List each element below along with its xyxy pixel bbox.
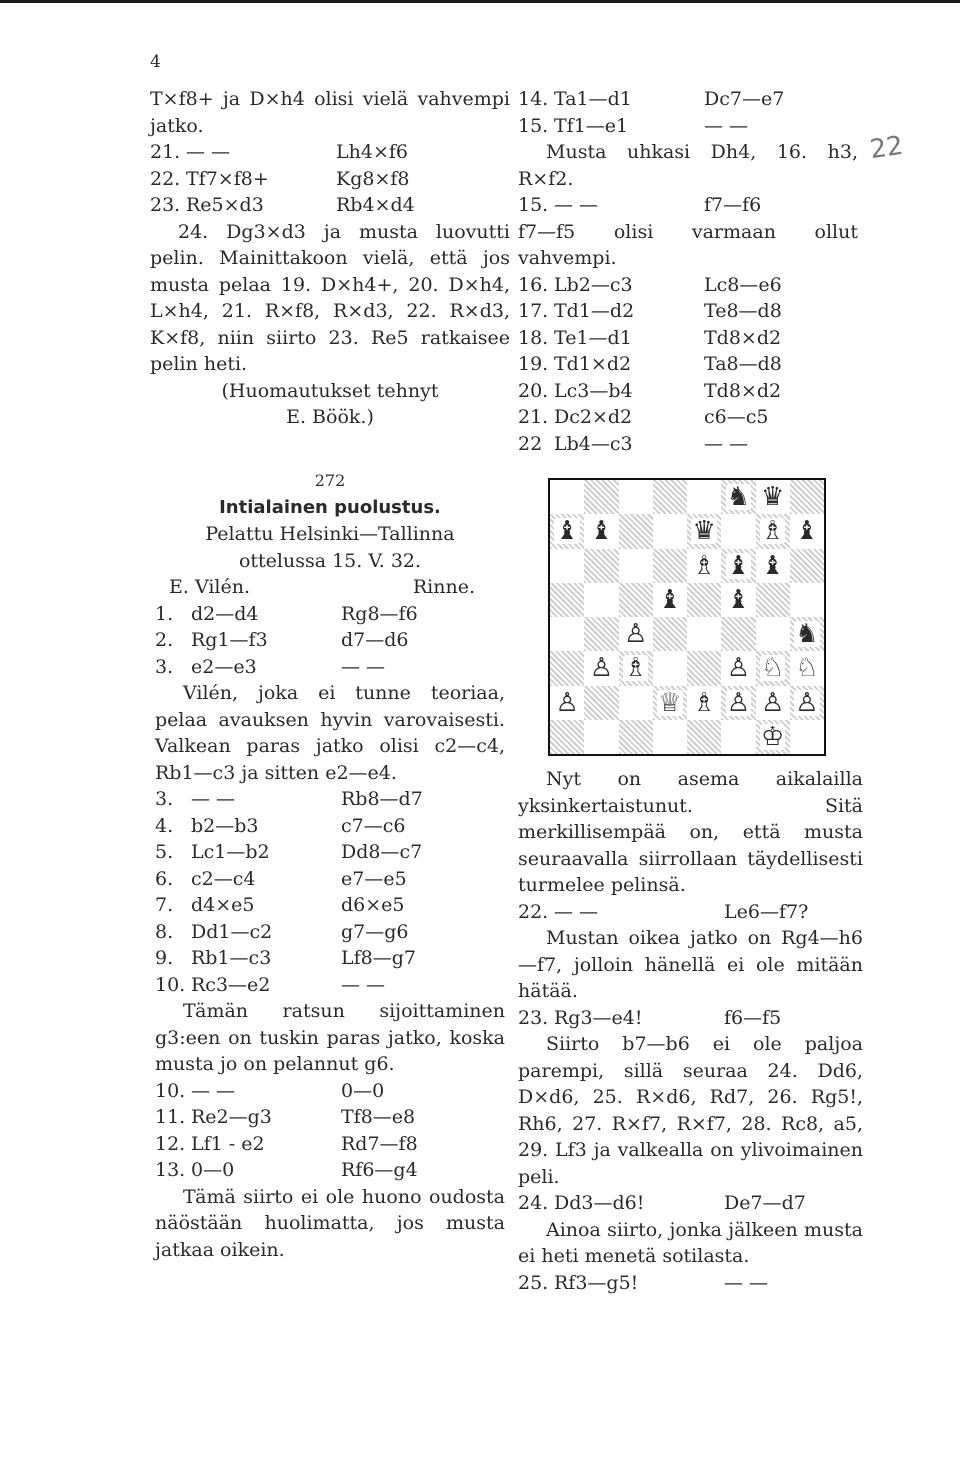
move-row bbox=[155, 945, 505, 972]
white-move: 0—0 bbox=[191, 1159, 235, 1181]
board-square bbox=[687, 617, 721, 651]
move-row bbox=[155, 892, 505, 919]
black-move: d6×e5 bbox=[341, 894, 405, 916]
board-square bbox=[619, 583, 653, 617]
comment-paragraph: Nyt on asema aikalailla yksinkertaistunut. Sitä merkillisempää on, että musta seuraavalla siirrollaan täydellisesti turmelee pelinsä. bbox=[518, 768, 863, 896]
move-number: 6. bbox=[155, 867, 174, 890]
board-square bbox=[619, 651, 653, 685]
board-square bbox=[687, 549, 721, 583]
comment-paragraph: Vilén, joka ei tunne teoriaa, pelaa avauksen hyvin varovaisesti. Valkean paras jatko olisi c2—c4, Rb1—c3 ja sitten e2—e4. bbox=[155, 682, 505, 784]
chess-piece-icon: ♕ bbox=[658, 687, 682, 718]
move-row bbox=[155, 1078, 505, 1105]
white-player: E. Vilén. bbox=[169, 576, 251, 598]
white-move: Td1—d2 bbox=[554, 300, 635, 322]
comment-paragraph: Siirto b7—b6 ei ole paljoa parempi, sillä seuraa 24. Dd6, D×d6, 25. R×d6, Rd7, 26. Rg5!, Rh6, 27. R×f7, R×f7, 28. Rc8, a5, 29. Lf3 ja valkealla on ylivoimainen peli. bbox=[518, 1033, 863, 1188]
move-number: 16. bbox=[518, 273, 549, 296]
comment-paragraph: Mustan oikea jatko on Rg4—h6—f7, jolloin hänellä ei ole mitään hätää. bbox=[518, 927, 863, 1002]
white-move: c2—c4 bbox=[191, 867, 256, 890]
move-row bbox=[155, 866, 505, 893]
white-move: Re2—g3 bbox=[191, 1106, 272, 1128]
move-number: 10. bbox=[155, 1079, 186, 1102]
black-move: d7—d6 bbox=[341, 629, 409, 651]
board-square bbox=[653, 617, 687, 651]
comment-paragraph: f7—f5 olisi varmaan ollut vahvempi. bbox=[518, 220, 858, 269]
board-square bbox=[721, 686, 755, 720]
board-square bbox=[550, 686, 584, 720]
page-top-rule bbox=[0, 0, 960, 3]
white-move: Lb2—c3 bbox=[554, 273, 633, 296]
chess-piece-icon: ♗ bbox=[623, 653, 648, 684]
move-row bbox=[518, 113, 858, 140]
white-move: Dd1—c2 bbox=[191, 920, 273, 943]
white-move: Tf7×f8+ bbox=[186, 167, 269, 190]
board-square bbox=[721, 720, 755, 754]
board-square bbox=[687, 480, 721, 514]
players-line bbox=[155, 574, 505, 601]
chess-piece-icon: ♙ bbox=[589, 653, 614, 684]
board-square bbox=[550, 583, 584, 617]
board-square bbox=[653, 686, 687, 720]
chess-piece-icon: ♞ bbox=[726, 482, 751, 513]
board-square bbox=[721, 583, 755, 617]
move-row bbox=[155, 654, 505, 681]
white-move: — — bbox=[186, 141, 231, 163]
chess-piece-icon: ♛ bbox=[692, 516, 716, 547]
black-move: — — bbox=[341, 655, 386, 678]
white-move: Lf1 - e2 bbox=[191, 1132, 265, 1155]
white-move: Rc3—e2 bbox=[191, 973, 271, 996]
move-row bbox=[155, 786, 505, 813]
board-square bbox=[550, 514, 584, 548]
right-top-column bbox=[518, 86, 858, 457]
black-move: Rf6—g4 bbox=[341, 1159, 418, 1181]
white-move: Te1—d1 bbox=[554, 326, 632, 349]
move-number: 15. bbox=[518, 194, 549, 216]
white-move: Ta1—d1 bbox=[554, 88, 632, 110]
move-number: 13. bbox=[155, 1159, 186, 1181]
white-move: — — bbox=[554, 194, 599, 216]
chess-piece-icon: ♙ bbox=[726, 653, 751, 684]
white-move: Tf1—e1 bbox=[554, 114, 629, 137]
comment-paragraph: 24. Dg3×d3 ja musta luovutti pelin. Mainittakoon vielä, että jos musta pelaa 19. D×h4+, 20. D×h4, L×h4, 21. R×f8, R×d3, 22. R×d3, K×f8, niin siirto 23. Re5 ratkaisee pelin heti. bbox=[150, 220, 510, 375]
white-move: — — bbox=[191, 1079, 236, 1102]
comment-paragraph: Tämä siirto ei ole huono oudosta näöstään huolimatta, jos musta jatkaa oikein. bbox=[155, 1185, 505, 1261]
board-square bbox=[584, 480, 618, 514]
move-number: 20. bbox=[518, 379, 549, 402]
black-move: — — bbox=[704, 432, 749, 455]
board-square bbox=[721, 514, 755, 548]
white-move: e2—e3 bbox=[191, 655, 257, 678]
black-move: Lc8—e6 bbox=[704, 273, 782, 296]
black-move: c6—c5 bbox=[704, 406, 769, 428]
board-square bbox=[687, 720, 721, 754]
board-square bbox=[584, 514, 618, 548]
board-square bbox=[619, 480, 653, 514]
move-number: 17. bbox=[518, 300, 549, 322]
move-number: 12. bbox=[155, 1132, 186, 1155]
annotation-credit-name: E. Böök.) bbox=[286, 406, 374, 428]
chess-piece-icon: ♝ bbox=[555, 516, 579, 547]
board-square bbox=[721, 651, 755, 685]
page-number: 4 bbox=[150, 52, 161, 72]
board-square bbox=[550, 549, 584, 583]
white-move: d2—d4 bbox=[191, 602, 259, 625]
board-square bbox=[687, 514, 721, 548]
intro-paragraph: T×f8+ ja D×h4 olisi vielä vahvempi jatko. bbox=[150, 88, 510, 137]
board-square bbox=[653, 651, 687, 685]
move-number: 14. bbox=[518, 88, 549, 110]
board-square bbox=[756, 686, 790, 720]
move-row bbox=[150, 192, 510, 219]
move-row bbox=[155, 1104, 505, 1131]
chess-piece-icon: ♝ bbox=[658, 584, 682, 615]
board-square bbox=[550, 720, 584, 754]
board-square bbox=[584, 651, 618, 685]
move-row bbox=[155, 813, 505, 840]
white-move: Dd3—d6! bbox=[554, 1192, 645, 1214]
comment-paragraph: Ainoa siirto, jonka jälkeen musta ei heti menetä sotilasta. bbox=[518, 1218, 863, 1267]
move-number: 9. bbox=[155, 947, 174, 969]
chess-piece-icon: ♙ bbox=[623, 619, 648, 650]
move-number: 5. bbox=[155, 841, 174, 863]
board-square bbox=[756, 480, 790, 514]
move-number: 23. bbox=[518, 1006, 549, 1029]
board-square bbox=[687, 651, 721, 685]
comment-paragraph: Tämän ratsun sijoittaminen g3:een on tuskin paras jatko, koska musta jo on pelannut g6. bbox=[155, 1000, 505, 1075]
board-square bbox=[790, 720, 824, 754]
move-row bbox=[155, 627, 505, 654]
board-square bbox=[756, 720, 790, 754]
left-top-column bbox=[150, 86, 510, 431]
black-move: Tf8—e8 bbox=[341, 1106, 416, 1128]
move-row bbox=[518, 404, 858, 431]
white-move: Td1×d2 bbox=[554, 353, 632, 375]
board-square bbox=[721, 617, 755, 651]
black-move: f7—f6 bbox=[704, 194, 762, 216]
white-move: Rg1—f3 bbox=[191, 629, 268, 651]
black-move: Dd8—c7 bbox=[341, 841, 423, 863]
board-square bbox=[584, 686, 618, 720]
board-square bbox=[550, 651, 584, 685]
board-square bbox=[790, 549, 824, 583]
board-square bbox=[756, 514, 790, 548]
chess-piece-icon: ♘ bbox=[760, 653, 785, 684]
move-list bbox=[518, 86, 858, 139]
board-square bbox=[584, 617, 618, 651]
white-move: Lb4—c3 bbox=[554, 432, 633, 455]
black-move: g7—g6 bbox=[341, 920, 409, 943]
match-date: ottelussa 15. V. 32. bbox=[238, 549, 422, 572]
black-move: Rb4×d4 bbox=[336, 194, 415, 216]
move-row bbox=[155, 972, 505, 999]
white-move: — — bbox=[554, 900, 599, 923]
move-number: 4. bbox=[155, 814, 174, 837]
black-move: Lh4×f6 bbox=[336, 141, 408, 163]
chess-piece-icon: ♙ bbox=[795, 687, 819, 718]
board-square bbox=[550, 480, 584, 514]
white-move: Rb1—c3 bbox=[191, 947, 272, 969]
chess-piece-icon: ♗ bbox=[692, 687, 716, 718]
black-move: Rd7—f8 bbox=[341, 1132, 418, 1155]
right-bottom-column bbox=[518, 766, 863, 1296]
left-bottom-column bbox=[155, 468, 505, 1263]
move-number: 11. bbox=[155, 1106, 186, 1128]
black-player: Rinne. bbox=[412, 576, 475, 598]
board-square bbox=[721, 549, 755, 583]
move-list bbox=[518, 272, 858, 458]
move-row bbox=[518, 1005, 863, 1032]
white-move: b2—b3 bbox=[191, 814, 259, 837]
board-square bbox=[619, 720, 653, 754]
black-move: Lf8—g7 bbox=[341, 947, 416, 969]
move-number: 3. bbox=[155, 655, 174, 678]
board-square bbox=[756, 583, 790, 617]
chess-piece-icon: ♗ bbox=[692, 550, 716, 581]
move-row bbox=[518, 1270, 863, 1297]
pencil-annotation: 22 bbox=[868, 130, 906, 166]
played-location: Pelattu Helsinki—Tallinna bbox=[205, 523, 455, 545]
board-square bbox=[619, 617, 653, 651]
move-row bbox=[518, 298, 858, 325]
move-row bbox=[518, 272, 858, 299]
board-square bbox=[756, 549, 790, 583]
chess-piece-icon: ♙ bbox=[555, 687, 579, 718]
board-square bbox=[721, 480, 755, 514]
board-square bbox=[790, 480, 824, 514]
board-square bbox=[756, 651, 790, 685]
board-square bbox=[653, 583, 687, 617]
move-number: 21. bbox=[518, 406, 549, 428]
move-number: 10. bbox=[155, 973, 186, 996]
black-move: Td8×d2 bbox=[704, 379, 782, 402]
white-move: Re5×d3 bbox=[186, 194, 264, 216]
move-row bbox=[518, 86, 858, 113]
board-square bbox=[790, 686, 824, 720]
move-row bbox=[518, 1190, 863, 1217]
comment-paragraph: Musta uhkasi Dh4, 16. h3, R×f2. bbox=[518, 141, 858, 190]
move-list bbox=[155, 786, 505, 998]
move-row bbox=[155, 839, 505, 866]
move-row bbox=[155, 601, 505, 628]
black-move: — — bbox=[341, 973, 386, 996]
game-number: 272 bbox=[314, 471, 346, 490]
chess-piece-icon: ♔ bbox=[760, 721, 785, 752]
move-row bbox=[518, 899, 863, 926]
board-square bbox=[653, 480, 687, 514]
chess-piece-icon: ♙ bbox=[726, 687, 751, 718]
board-square bbox=[756, 617, 790, 651]
chess-piece-icon: ♙ bbox=[760, 687, 785, 718]
white-move: Dc2×d2 bbox=[554, 406, 633, 428]
black-move: c7—c6 bbox=[341, 814, 406, 837]
white-move: d4×e5 bbox=[191, 894, 255, 916]
black-move: Rb8—d7 bbox=[341, 788, 423, 810]
move-number: 23. bbox=[150, 194, 181, 216]
chess-piece-icon: ♛ bbox=[760, 482, 785, 513]
move-row bbox=[155, 919, 505, 946]
move-number: 21. bbox=[150, 141, 181, 163]
move-number: 8. bbox=[155, 920, 174, 943]
white-move: Lc3—b4 bbox=[554, 379, 633, 402]
move-number: 15. bbox=[518, 114, 549, 137]
board-square bbox=[653, 549, 687, 583]
chess-diagram bbox=[548, 478, 826, 756]
board-square bbox=[790, 514, 824, 548]
move-number: 22. bbox=[518, 900, 549, 923]
board-square bbox=[619, 686, 653, 720]
black-move: De7—d7 bbox=[724, 1192, 806, 1214]
board-square bbox=[790, 583, 824, 617]
move-number: 3. bbox=[155, 788, 174, 810]
white-move: — — bbox=[191, 788, 236, 810]
move-list bbox=[150, 139, 510, 219]
opening-name: Intialainen puolustus. bbox=[219, 496, 441, 518]
move-number: 1. bbox=[155, 602, 174, 625]
move-row bbox=[518, 351, 858, 378]
move-row bbox=[518, 192, 858, 219]
black-move: Le6—f7? bbox=[724, 900, 809, 923]
chess-piece-icon: ♝ bbox=[726, 550, 751, 581]
black-move: 0—0 bbox=[341, 1079, 385, 1102]
chess-piece-icon: ♝ bbox=[760, 550, 785, 581]
black-move: f6—f5 bbox=[724, 1006, 782, 1029]
move-number: 22 bbox=[518, 432, 543, 455]
white-move: Rg3—e4! bbox=[554, 1006, 643, 1029]
move-list bbox=[155, 1078, 505, 1184]
board-square bbox=[653, 514, 687, 548]
move-row bbox=[518, 325, 858, 352]
move-row bbox=[518, 378, 858, 405]
black-move: Te8—d8 bbox=[704, 300, 782, 322]
board-square bbox=[653, 720, 687, 754]
move-row bbox=[155, 1131, 505, 1158]
board-square bbox=[584, 549, 618, 583]
black-move: Kg8×f8 bbox=[336, 167, 410, 190]
board-square bbox=[687, 686, 721, 720]
chess-piece-icon: ♞ bbox=[795, 619, 819, 650]
move-list bbox=[155, 601, 505, 681]
move-number: 19. bbox=[518, 353, 549, 375]
board-square bbox=[584, 720, 618, 754]
white-move: Rf3—g5! bbox=[554, 1271, 639, 1294]
black-move: — — bbox=[724, 1271, 769, 1294]
move-number: 22. bbox=[150, 167, 181, 190]
chess-piece-icon: ♝ bbox=[795, 516, 819, 547]
black-move: e7—e5 bbox=[341, 867, 407, 890]
chess-piece-icon: ♝ bbox=[726, 584, 751, 615]
board-square bbox=[550, 617, 584, 651]
move-number: 25. bbox=[518, 1271, 549, 1294]
white-move: Lc1—b2 bbox=[191, 841, 270, 863]
board-square bbox=[584, 583, 618, 617]
board-square bbox=[619, 514, 653, 548]
move-number: 2. bbox=[155, 629, 174, 651]
move-number: 24. bbox=[518, 1192, 549, 1214]
chess-piece-icon: ♗ bbox=[760, 516, 785, 547]
black-move: Td8×d2 bbox=[704, 326, 782, 349]
board-square bbox=[790, 651, 824, 685]
chess-piece-icon: ♝ bbox=[589, 516, 614, 547]
move-number: 18. bbox=[518, 326, 549, 349]
move-row bbox=[150, 166, 510, 193]
chess-piece-icon: ♘ bbox=[795, 653, 819, 684]
move-row bbox=[155, 1157, 505, 1184]
black-move: — — bbox=[704, 114, 749, 137]
move-number: 7. bbox=[155, 894, 174, 916]
board-square bbox=[790, 617, 824, 651]
annotation-credit-line: (Huomautukset tehnyt bbox=[221, 379, 439, 402]
move-row bbox=[518, 431, 858, 458]
move-row bbox=[150, 139, 510, 166]
black-move: Ta8—d8 bbox=[704, 353, 782, 375]
board-square bbox=[687, 583, 721, 617]
board-square bbox=[619, 549, 653, 583]
black-move: Rg8—f6 bbox=[341, 602, 418, 625]
black-move: Dc7—e7 bbox=[704, 88, 785, 110]
